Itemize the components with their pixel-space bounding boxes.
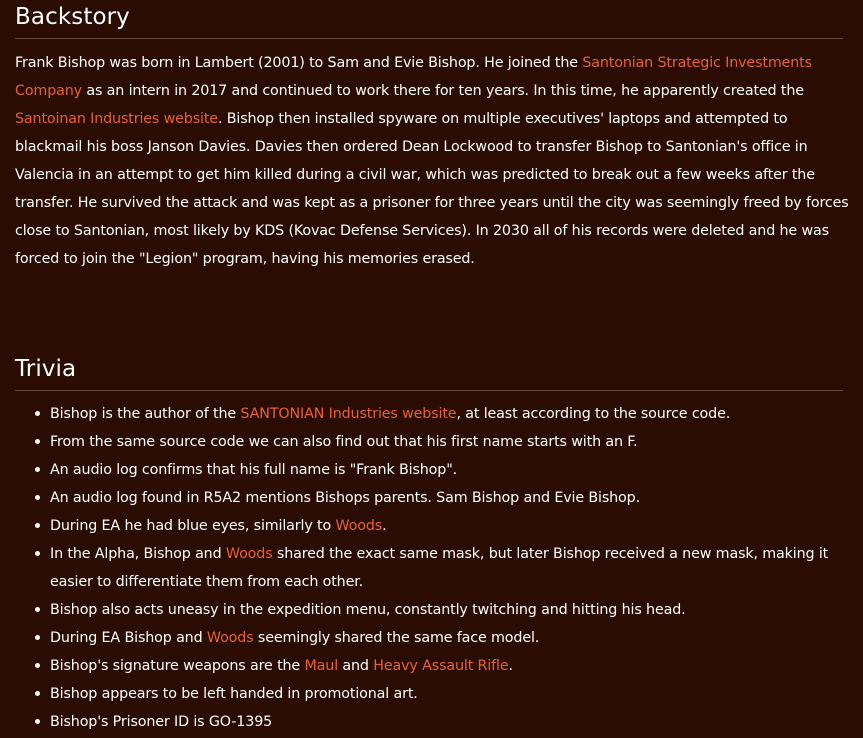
- trivia-list: [0, 400, 840, 736]
- woods-link[interactable]: Woods: [335, 518, 383, 534]
- santonian-strategic-investments-link[interactable]: Santonian Strategic Investments Company: [15, 55, 812, 99]
- santonian-industries-website-link[interactable]: SANTONIAN Industries website: [240, 406, 457, 422]
- trivia-item: An audio log confirms that his full name is "Frank Bishop".: [50, 456, 840, 484]
- backstory-text: . Bishop then installed spyware on multiple executives' laptops and attempted to blackmail his boss Janson Davies. Davies then ordered Dean Lockwood to transfer Bishop to Santonian's office in Valencia in an attempt to get him killed during a civil war, which was predicted to break out a few weeks after the transfer. He survived the attack and was kept as a prisoner for three years until the city was seemingly freed by forces close to Santonian, most likely by KDS (Kovac Defense Services). In 2030 all of his records were deleted and he was forced to join the "Legion" program, having his memories erased.: [15, 111, 849, 267]
- trivia-item: An audio log found in R5A2 mentions Bishops parents. Sam Bishop and Evie Bishop.: [50, 484, 840, 512]
- trivia-item: Bishop also acts uneasy in the expedition menu, constantly twitching and hitting his head.: [50, 596, 840, 624]
- backstory-text: Frank Bishop was born in Lambert (2001) to Sam and Evie Bishop. He joined the: [15, 55, 583, 71]
- trivia-item: During EA he had blue eyes, similarly to Woods.: [50, 512, 840, 540]
- trivia-item: Bishop's signature weapons are the Maul and Heavy Assault Rifle.: [50, 652, 840, 680]
- santoinan-industries-website-link[interactable]: Santoinan Industries website: [15, 111, 218, 127]
- trivia-item: Bishop is the author of the SANTONIAN Industries website, at least according to the source code.: [50, 400, 840, 428]
- trivia-item: From the same source code we can also find out that his first name starts with an F.: [50, 428, 840, 456]
- backstory-paragraph: [15, 49, 855, 273]
- trivia-heading: Trivia: [15, 356, 77, 382]
- section-divider: [15, 38, 843, 39]
- maul-link[interactable]: Maul: [304, 658, 339, 674]
- woods-link[interactable]: Woods: [206, 630, 254, 646]
- trivia-item: In the Alpha, Bishop and Woods shared the exact same mask, but later Bishop received a new mask, making it easier to differentiate them from each other.: [50, 540, 840, 596]
- section-divider: [15, 390, 843, 391]
- trivia-item: Bishop's Prisoner ID is GO-1395: [50, 708, 840, 736]
- trivia-item: Bishop appears to be left handed in promotional art.: [50, 680, 840, 708]
- heavy-assault-rifle-link[interactable]: Heavy Assault Rifle: [373, 658, 509, 674]
- trivia-item: During EA Bishop and Woods seemingly shared the same face model.: [50, 624, 840, 652]
- backstory-text: as an intern in 2017 and continued to work there for ten years. In this time, he apparently created the: [81, 83, 804, 99]
- backstory-heading: Backstory: [15, 4, 130, 30]
- woods-link[interactable]: Woods: [225, 546, 273, 562]
